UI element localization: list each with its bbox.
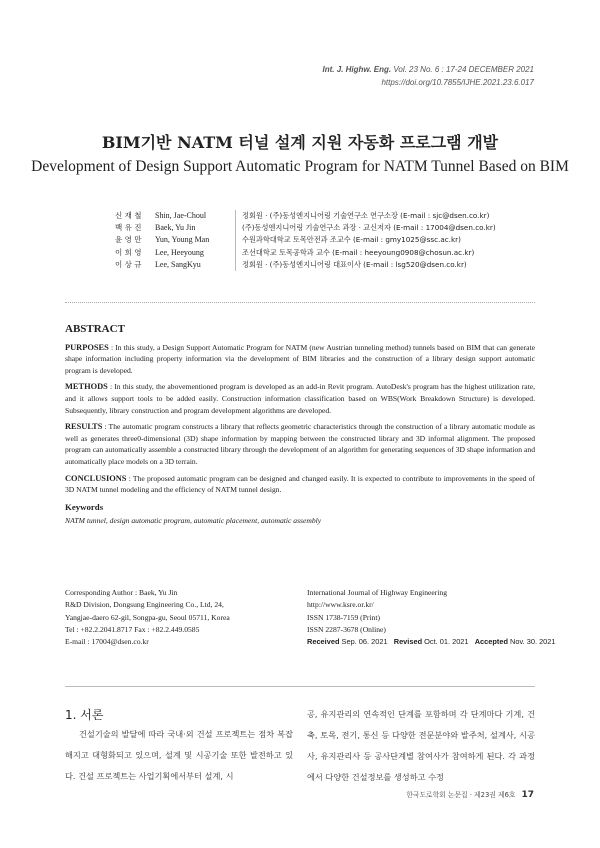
journal-website[interactable]: http://www.ksre.or.kr/ bbox=[307, 600, 374, 610]
purposes-label: PURPOSES bbox=[65, 342, 109, 352]
author-row bbox=[115, 210, 496, 222]
journal-header bbox=[323, 63, 535, 89]
author-name-en: Shin, Jae-Choul bbox=[155, 211, 207, 220]
author-affiliation: (주)동성엔지니어링 기술연구소 과장 · 교신저자 (E-mail : 17004@dsen.co.kr) bbox=[235, 222, 496, 234]
corresponding-author: Corresponding Author : Baek, Yu Jin bbox=[65, 588, 178, 597]
abstract-purposes bbox=[65, 342, 535, 377]
issn-print: ISSN 1738-7159 (Print) bbox=[307, 612, 380, 622]
author-row bbox=[115, 247, 496, 259]
corresponding-email: E-mail : 17004@dsen.co.kr bbox=[65, 637, 149, 647]
author-row bbox=[115, 222, 496, 234]
author-list bbox=[115, 210, 496, 271]
keywords-heading: Keywords bbox=[65, 501, 104, 512]
journal-name: Int. J. Highw. Eng. bbox=[322, 65, 392, 74]
author-affiliation: 조선대학교 토목공학과 교수 (E-mail : heeyoung0908@chosun.ac.kr) bbox=[235, 247, 474, 259]
author-name-ko: 윤 영 만 bbox=[115, 235, 142, 245]
dotted-divider bbox=[65, 302, 535, 303]
author-name-ko: 백 유 진 bbox=[115, 223, 142, 233]
journal-volume: Vol. 23 No. 6 : 17-24 DECEMBER 2021 bbox=[393, 65, 534, 74]
abstract-section bbox=[65, 324, 535, 527]
author-affiliation: 수원과학대학교 토목안전과 조교수 (E-mail : gmy1025@ssc.ac.kr) bbox=[235, 234, 461, 246]
publication-dates bbox=[307, 636, 556, 648]
author-name-en: Yun, Young Man bbox=[155, 235, 210, 245]
results-text: : The automatic program constructs a library that reflects geometric characteristics through the construction of a library automatic module as well as generates three0-dimensional (3D) shape information by mapping between the constructed library and 3D informal alignment. The proposed program can automatically assemble a constructed library through the development of an algorithm for generating sequences of 3D shape information and automatically place models on a 3D terrain. bbox=[65, 422, 535, 466]
abstract-conclusions bbox=[65, 473, 535, 496]
accepted-label: Accepted bbox=[474, 637, 508, 647]
accepted-date: Nov. 30. 2021 bbox=[510, 637, 556, 647]
revised-label: Revised bbox=[393, 637, 423, 647]
received-date: Sep. 06. 2021 bbox=[341, 637, 388, 647]
conclusions-text: : The proposed automatic program can be designed and changed easily. It is expected to contribute to improvements in the speed of 3D NATM tunnel modeling and the efficiency of NATM tunnel design. bbox=[65, 473, 535, 495]
author-row bbox=[115, 234, 496, 246]
title-korean: BIM기반 NATM 터널 설계 지원 자동화 프로그램 개발 bbox=[101, 133, 499, 152]
methods-text: : In this study, the abovementioned program is developed as an add-in Revit program. AutoDesk's program has the highest utilization rate, and it allows support tools to be added easily. Construction information classification based on WBS(Work Breakdown Structure) is developed. Subsequently, library construction and program development algorithms are developed. bbox=[65, 382, 535, 415]
page-footer bbox=[406, 789, 534, 800]
footer-journal: 한국도로학회 논문집 · 제23권 제6호 bbox=[406, 791, 516, 799]
doi-link[interactable]: https://doi.org/10.7855/IJHE.2021.23.6.017 bbox=[381, 78, 534, 87]
author-affiliation: 정회원 · (주)동성엔지니어링 기술연구소 연구소장 (E-mail : sjc@dsen.co.kr) bbox=[235, 210, 489, 222]
author-row bbox=[115, 259, 496, 271]
body-text-left: 건설기술의 발달에 따라 국내·외 건설 프로젝트는 점차 복잡해지고 대형화되고 있으며, 설계 및 시공기술 또한 발전하고 있다. 건설 프로젝트는 사업기획에서부터 설계, 시 bbox=[65, 729, 293, 781]
results-label: RESULTS bbox=[65, 422, 103, 432]
keywords-text: NATM tunnel, design automatic program, automatic placement, automatic assembly bbox=[65, 516, 322, 526]
journal-info-block bbox=[307, 587, 556, 648]
title-english: Development of Design Support Automatic Program for NATM Tunnel Based on BIM bbox=[31, 158, 569, 175]
author-name-en: Lee, Heeyoung bbox=[155, 247, 204, 257]
conclusions-label: CONCLUSIONS bbox=[65, 473, 127, 483]
methods-label: METHODS bbox=[65, 382, 108, 392]
section-divider bbox=[65, 686, 535, 687]
author-name-en: Lee, SangKyu bbox=[155, 259, 201, 269]
issn-online: ISSN 2287-3678 (Online) bbox=[307, 624, 386, 634]
corresponding-address-1: R&D Division, Dongsung Engineering Co., Ltd, 24, bbox=[65, 600, 224, 610]
revised-date: Oct. 01. 2021 bbox=[424, 637, 469, 647]
abstract-results bbox=[65, 421, 535, 467]
author-name-ko: 신 재 철 bbox=[115, 211, 142, 220]
corresponding-phone: Tel : +82.2.2041.8717 Fax : +82.2.449.0585 bbox=[65, 624, 200, 634]
journal-citation bbox=[323, 63, 535, 76]
author-name-ko: 이 희 영 bbox=[115, 247, 142, 257]
abstract-methods bbox=[65, 381, 535, 416]
author-name-ko: 이 상 규 bbox=[115, 259, 142, 269]
received-label: Received bbox=[307, 637, 340, 647]
body-text-right: 공, 유지관리의 연속적인 단계를 포함하며 각 단계마다 기계, 건축, 토목, 전기, 통신 등 다양한 전문분야와 발주처, 설계사, 시공사, 유지관리사 등 공사단계별 참여사가 참여하게 된다. 각 과정에서 다양한 건설정보를 생성하고 수정 bbox=[307, 709, 535, 782]
corresponding-author-block bbox=[65, 587, 230, 648]
section-heading: 1. 서론 bbox=[65, 708, 104, 722]
abstract-heading: ABSTRACT bbox=[65, 323, 125, 335]
purposes-text: : In this study, a Design Support Automatic Program for NATM (new Austrian tunneling method) tunnels based on BIM that can generate shape information including property information via the development of BIM libraries and the construction of a library design support automatic program is developed. bbox=[65, 342, 535, 375]
corresponding-address-2: Yangjae-daero 62-gil, Songpa-gu, Seoul 05711, Korea bbox=[65, 612, 230, 622]
journal-full-name: International Journal of Highway Engineering bbox=[307, 588, 448, 597]
page-number: 17 bbox=[521, 790, 534, 800]
author-name-en: Baek, Yu Jin bbox=[155, 223, 196, 233]
author-affiliation: 정회원 · (주)동성엔지니어링 대표이사 (E-mail : lsg520@dsen.co.kr) bbox=[235, 259, 467, 271]
